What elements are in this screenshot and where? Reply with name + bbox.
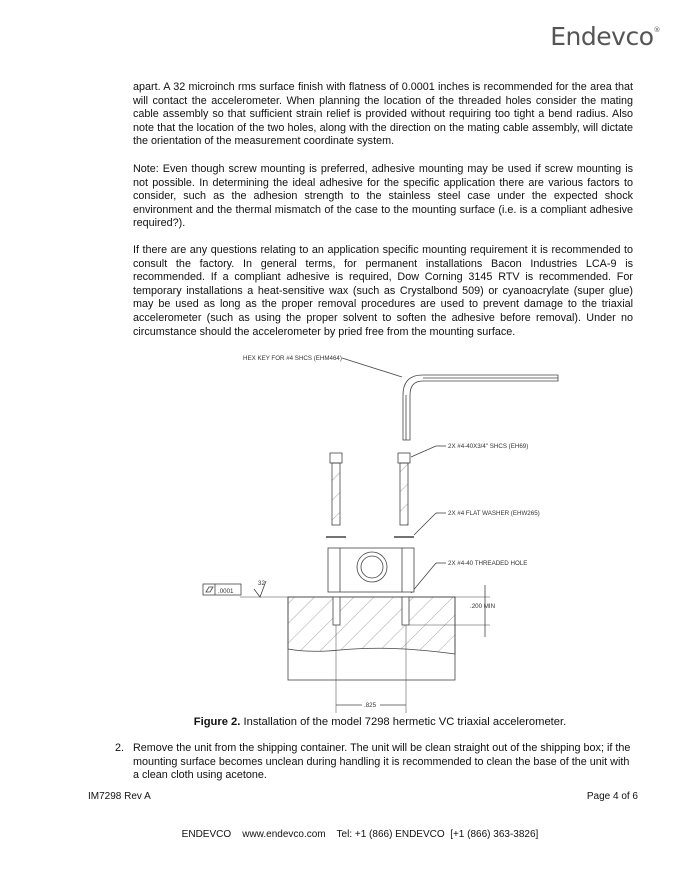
label-hex-key: HEX KEY FOR #4 SHCS (EHM464) xyxy=(243,355,342,362)
paragraph-adhesive-note: Note: Even though screw mounting is preferred, adhesive mounting may be used if screw mounting is not possible. In determining the ideal adhesive for the specific application there are various factors to consider, such as the adhesion strength to the stainless steel case under the expected shock environment and the thermal mismatch of the case to the mounting surface (i.e. is a compliant adhesive required?). xyxy=(133,163,633,230)
step-2 xyxy=(115,742,635,783)
installation-diagram xyxy=(190,345,570,715)
label-washer: 2X #4 FLAT WASHER (EHW265) xyxy=(448,510,540,517)
endevco-logo xyxy=(550,22,660,51)
logo-mark: ® xyxy=(653,26,660,34)
hex-key-drawing xyxy=(403,375,558,440)
logo-text: Endevco xyxy=(550,22,654,51)
contact-footer: ENDEVCO www.endevco.com Tel: +1 (866) ENDEVCO [+1 (866) 363-3826] xyxy=(181,829,539,840)
figure-number: Figure 2. xyxy=(193,716,241,728)
screw-left xyxy=(326,453,346,537)
paragraph-consult-factory: If there are any questions relating to an application specific mounting requirement it is recommended to consult the factory. In general terms, for permanent installations Bacon Industries LCA-9 is recommended. If a compliant adhesive is required, Dow Corning 3145 RTV is recommended. For temporary installations a heat-sensitive wax (such as Crystalbond 509) or cyanoacrylate (super glue) may be used as long as the proper removal procedures are used to prevent damage to the triaxial accelerometer (such as using the proper solvent to soften the adhesive before removal). Under no circumstance should the accelerometer by pried free from the mounting surface. xyxy=(133,244,633,338)
accelerometer-body xyxy=(328,548,414,592)
label-depth: .200 MIN xyxy=(470,603,496,610)
figure-caption-text: Installation of the model 7298 hermetic VC triaxial accelerometer. xyxy=(240,716,567,728)
mounting-surface xyxy=(288,597,455,680)
step-text: Remove the unit from the shipping container. The unit will be clean straight out of the shipping box; if the mounting surface becomes unclean during handling it is recommended to clean the base of the unit with a clean cloth using acetone. xyxy=(133,742,631,782)
document-id: IM7298 Rev A xyxy=(88,791,151,802)
page-number: Page 4 of 6 xyxy=(586,791,638,802)
figure-caption xyxy=(0,716,680,728)
screw-right xyxy=(394,453,414,537)
label-surface-finish: 32 xyxy=(258,580,265,587)
paragraph-surface-finish: apart. A 32 microinch rms surface finish with flatness of 0.0001 inches is recommended for the area that will contact the accelerometer. When planning the location of the threaded holes consider the mating cable assembly so that sufficient strain relief is provided without requiring too tight a bend radius. Also note that the location of the two holes, along with the direction on the mating cable assembly, will dictate the orientation of the measurement coordinate system. xyxy=(133,81,633,148)
step-number: 2. xyxy=(115,742,125,754)
label-threaded-hole: 2X #4-40 THREADED HOLE xyxy=(448,560,528,567)
label-flatness: .0001 xyxy=(218,588,234,595)
label-spacing: .825 xyxy=(364,702,377,709)
label-screws: 2X #4-40X3/4" SHCS (EH69) xyxy=(448,443,529,450)
